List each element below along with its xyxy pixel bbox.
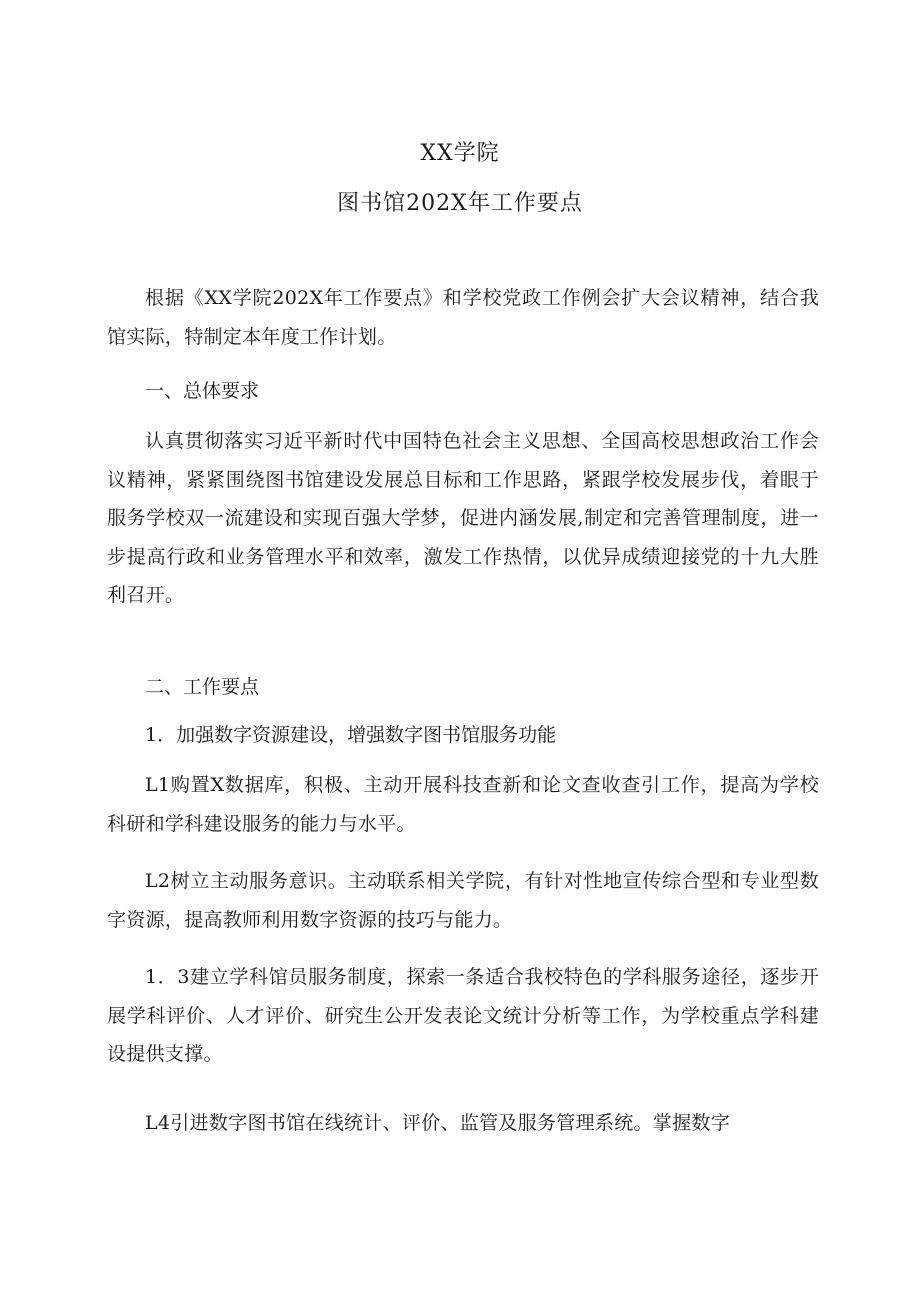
section1-paragraph: 认真贯彻落实习近平新时代中国特色社会主义思想、全国高校思想政治工作会议精神，紧紧围绕图书馆建设发展总目标和工作思路，紧跟学校发展步伐，着眼于服务学校双一流建设和实现百强大学梦，促进内涵发展,制定和完善管理制度，进一步提高行政和业务管理水平和效率，激发工作热情，以优异成绩迎接党的十九大胜利召开。 [107,430,819,606]
item1-4-paragraph: L4引进数字图书馆在线统计、评价、监管及服务管理系统。掌握数字 [145,1112,731,1134]
item1-3-paragraph: 1．3建立学科馆员服务制度，探索一条适合我校特色的学科服务途径，逐步开展学科评价、人才评价、研究生公开发表论文统计分析等工作，为学校重点学科建设提供支撑。 [107,966,819,1065]
item1-heading: 1．加强数字资源建设，增强数字图书馆服务功能 [145,724,557,746]
section1-heading: 一、总体要求 [145,380,260,402]
document-title-institution: XX学院 [420,141,500,166]
intro-paragraph: 根据《XX学院202X年工作要点》和学校党政工作例会扩大会议精神，结合我馆实际，特制定本年度工作计划。 [107,287,819,348]
section2-heading: 二、工作要点 [145,676,260,698]
item1-2-paragraph: L2树立主动服务意识。主动联系相关学院，有针对性地宣传综合型和专业型数字资源，提高教师利用数字资源的技巧与能力。 [107,870,819,931]
item1-1-paragraph: L1购置X数据库，积极、主动开展科技查新和论文查收查引工作，提高为学校科研和学科建设服务的能力与水平。 [107,774,819,835]
document-title: 图书馆202X年工作要点 [337,191,583,216]
